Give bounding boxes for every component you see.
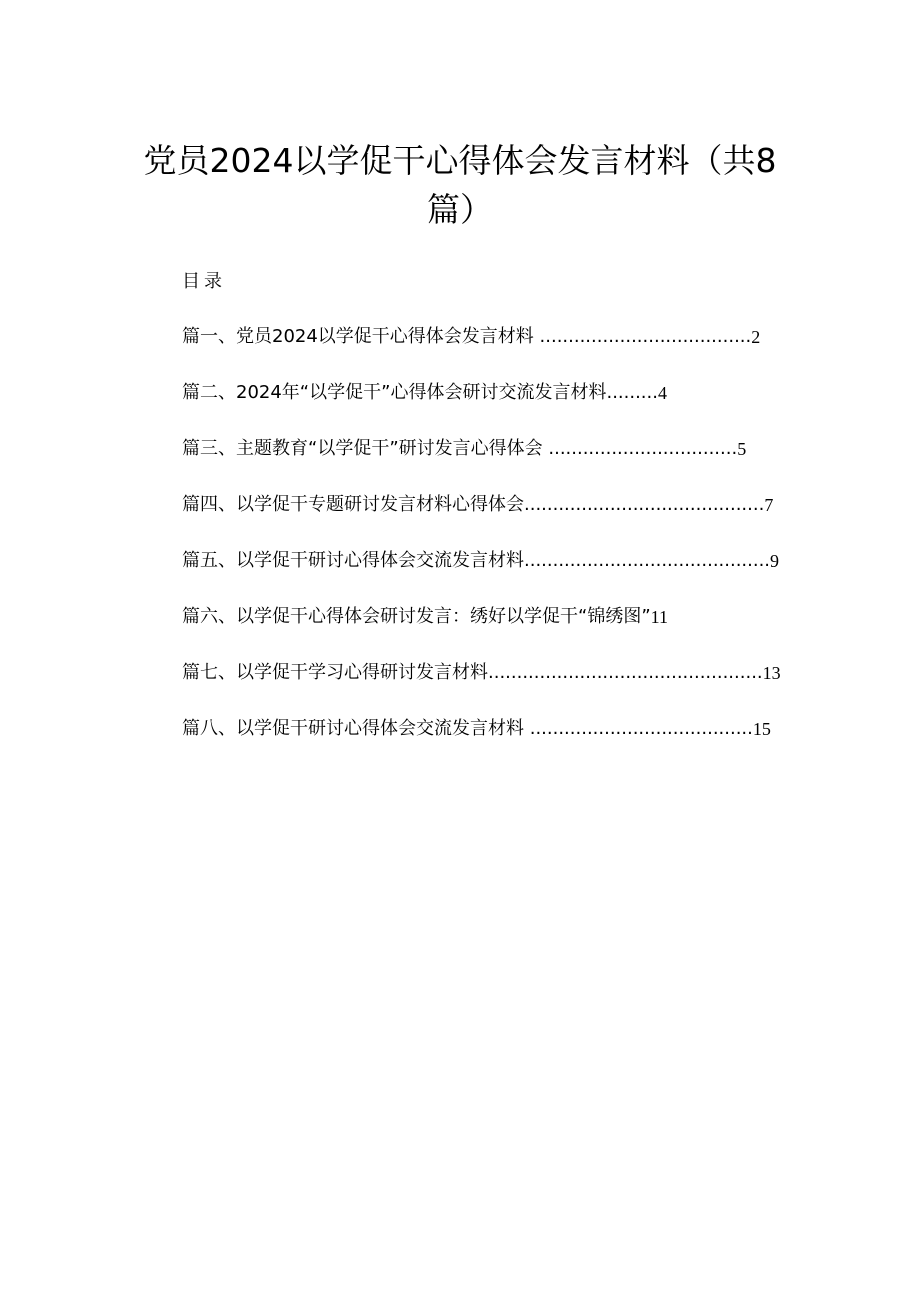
toc-leader-dots: ....................................... <box>524 718 753 739</box>
toc-entry-8[interactable] <box>182 711 782 767</box>
toc-entry-1[interactable] <box>182 319 782 375</box>
toc-entry-label: 篇八、以学促干研讨心得体会交流发言材料 <box>182 718 524 739</box>
toc-leader-dots: ................................................ <box>488 662 763 683</box>
toc-entry-6[interactable] <box>182 599 782 655</box>
toc-entry-label: 篇一、党员2024以学促干心得体会发言材料 <box>182 326 534 347</box>
table-of-contents <box>182 319 782 767</box>
toc-page-number: 9 <box>770 551 780 571</box>
document-title-line-2: 篇） <box>427 190 493 229</box>
toc-page-number: 13 <box>762 663 781 683</box>
toc-entry-2[interactable] <box>182 375 782 431</box>
toc-entry-label: 篇六、以学促干心得体会研讨发言：绣好以学促干“锦绣图” <box>182 606 651 627</box>
toc-entry-label: 篇三、主题教育“以学促干”研讨发言心得体会 <box>182 438 543 459</box>
toc-entry-label: 篇五、以学促干研讨心得体会交流发言材料 <box>182 550 524 571</box>
toc-page-number: 4 <box>657 383 667 403</box>
document-title <box>140 136 780 234</box>
toc-entry-4[interactable] <box>182 487 782 543</box>
toc-leader-dots: .......................................... <box>524 494 765 515</box>
toc-entry-5[interactable] <box>182 543 782 599</box>
toc-page-number: 11 <box>650 607 668 627</box>
toc-entry-label: 篇七、以学促干学习心得研讨发言材料 <box>182 662 488 683</box>
toc-leader-dots: ................................. <box>542 438 738 459</box>
toc-page-number: 7 <box>764 495 774 515</box>
toc-leader-dots: ..................................... <box>533 326 752 347</box>
toc-page-number: 2 <box>751 327 761 347</box>
toc-leader-dots: ........................................... <box>524 550 771 571</box>
toc-page-number: 15 <box>752 719 771 739</box>
toc-entry-3[interactable] <box>182 431 782 487</box>
toc-entry-7[interactable] <box>182 655 782 711</box>
toc-entry-label: 篇四、以学促干专题研讨发言材料心得体会 <box>182 494 524 515</box>
toc-heading: 目录 <box>182 271 226 292</box>
toc-page-number: 5 <box>737 439 747 459</box>
document-title-line-1: 党员2024以学促干心得体会发言材料（共8 <box>143 141 777 180</box>
toc-entry-label: 篇二、2024年“以学促干”心得体会研讨交流发言材料 <box>182 382 607 403</box>
toc-leader-dots: ......... <box>606 382 658 403</box>
